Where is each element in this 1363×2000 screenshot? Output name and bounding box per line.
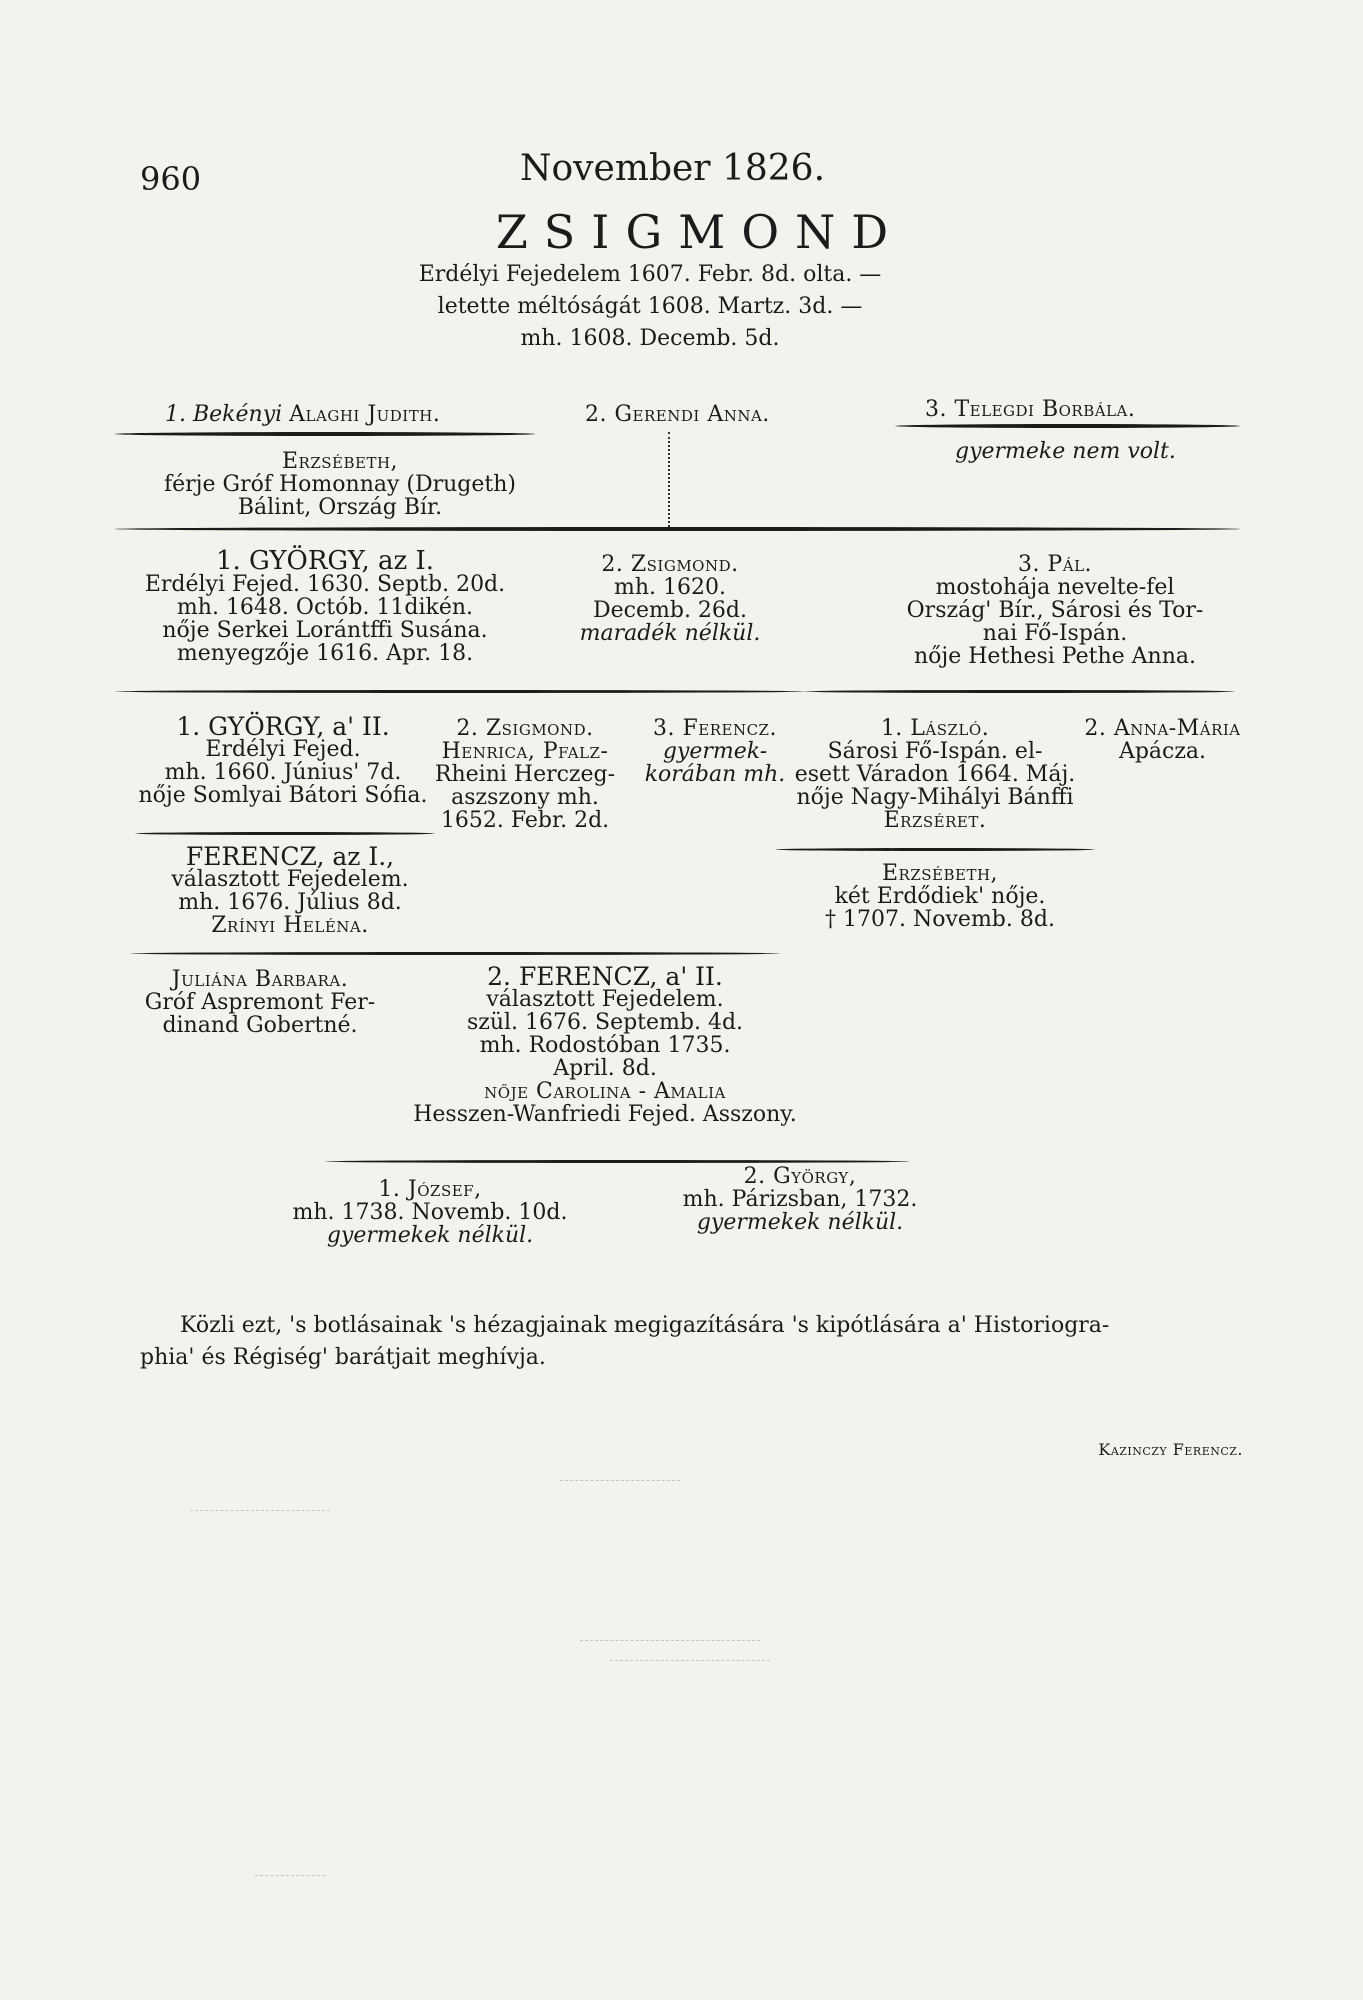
zsigmond3-name: 2. Zsigmond.: [456, 716, 594, 741]
rule-gen5: [325, 1160, 910, 1163]
pal-l2: mostohája nevelte-fel: [935, 575, 1175, 600]
ferencz3-name: 3. Ferencz.: [653, 716, 777, 741]
wife-1-name: Alaghi Judith.: [289, 402, 441, 427]
gen2-zsigmond: [560, 553, 780, 645]
wife-2: 2. Gerendi Anna.: [585, 402, 770, 427]
gyorgy2-name: 1. GYÖRGY, a' II.: [176, 712, 390, 741]
wife-1: [165, 403, 525, 426]
jozsef-l3: gyermekek nélkül.: [326, 1223, 534, 1248]
erzsebeth-homonnay: Erzsébeth,: [281, 449, 399, 474]
rule-erzsebeth: [775, 848, 1095, 851]
wife1-children: [140, 450, 540, 519]
pal-name: 3. Pál.: [1017, 552, 1093, 577]
rule-gen4: [130, 952, 780, 955]
gyorgy1-l5: menyegzője 1616. Apr. 18.: [176, 641, 474, 666]
wife-1-origin: 1. Bekényi: [165, 402, 283, 427]
anna-maria-l2: Apácza.: [1118, 739, 1207, 764]
ferencz3-l2: gyermek-: [662, 739, 768, 764]
title-line-2: letette méltóságát 1608. Martz. 3d. —: [437, 294, 863, 319]
gyorgy1-l4: nője Serkei Lorántffi Susána.: [162, 618, 488, 643]
homonnay-line: férje Gróf Homonnay (Drugeth): [164, 472, 516, 497]
juliana-l3: dinand Gobertné.: [162, 1013, 358, 1038]
gyorgy5-l2: mh. Párizsban, 1732.: [682, 1187, 918, 1212]
zsigmond3-l3: Rheini Herczeg-: [434, 762, 616, 787]
gen5-jozsef: [270, 1178, 590, 1247]
gen3-ferencz: [630, 717, 800, 786]
ferencz2-l5: April. 8d.: [553, 1056, 657, 1081]
gen3-erzsebeth: [800, 862, 1080, 931]
gen2-pal: [875, 553, 1235, 668]
ferencz2-l2: választott Fejedelem.: [486, 987, 724, 1012]
gen3-zsigmond: [420, 717, 630, 832]
ferencz2-l4: mh. Rodostóban 1735.: [479, 1033, 731, 1058]
signature: Kazinczy Ferencz.: [1098, 1440, 1243, 1459]
erzsebeth-name: Erzsébeth,: [881, 861, 999, 886]
erzsebeth-l3: † 1707. Novemb. 8d.: [825, 907, 1055, 932]
rule-wife3: [895, 424, 1240, 428]
zsigmond2-l2: mh. 1620.: [614, 575, 726, 600]
issue-date: November 1826.: [520, 148, 826, 189]
title-line-1: Erdélyi Fejedelem 1607. Febr. 8d. olta. —: [418, 262, 882, 287]
zsigmond2-l3: Decemb. 26d.: [593, 598, 747, 623]
jozsef-l2: mh. 1738. Novemb. 10d.: [292, 1200, 568, 1225]
laszlo-l3: esett Váradon 1664. Máj.: [794, 762, 1076, 787]
laszlo-l2: Sárosi Fő-Ispán. el-: [827, 739, 1043, 764]
gen3-gyorgy2: [118, 712, 448, 808]
zsigmond2-l4: maradék nélkül.: [579, 621, 761, 646]
scan-noise-5: [255, 1875, 325, 1876]
footer-text-line-1: Közli ezt, 's botlásainak 's hézagjainak megigazítására 's kipótlására a' Historiogra-: [180, 1313, 1110, 1338]
wife-3: 3. Telegdi Borbála.: [925, 397, 1136, 422]
laszlo-name: 1. László.: [880, 716, 990, 741]
ferencz3-l3: korában mh.: [644, 762, 786, 787]
gen4-ferencz2: [380, 962, 830, 1127]
juliana-l2: Gróf Aspremont Fer-: [144, 990, 376, 1015]
ferencz1-l3: mh. 1676. Július 8d.: [178, 890, 402, 915]
main-title: ZSIGMOND: [495, 205, 905, 259]
gyorgy5-name: 2. György,: [743, 1164, 857, 1189]
gyorgy2-l3: mh. 1660. Június' 7d.: [164, 760, 402, 785]
juliana-name: Juliána Barbara.: [171, 967, 349, 992]
gyorgy2-l2: Erdélyi Fejed.: [205, 737, 361, 762]
ferencz1-l4: Zrínyi Heléna.: [211, 913, 369, 938]
gen2-gyorgy1: [120, 546, 530, 666]
gen3-laszlo: [780, 717, 1090, 832]
ferencz1-name: FERENCZ, az I.,: [185, 842, 395, 871]
page-number: 960: [140, 160, 202, 198]
jozsef-name: 1. József,: [378, 1177, 482, 1202]
rule-wife1: [115, 432, 535, 436]
zsigmond3-l4: aszszony mh.: [451, 785, 599, 810]
anna-maria-name: 2. Anna-Mária: [1084, 716, 1241, 741]
zsigmond3-l2: Henrica, Pfalz-: [441, 739, 609, 764]
rule-ferencz1: [135, 832, 435, 835]
laszlo-l5: Erzséret.: [883, 808, 987, 833]
ferencz1-l2: választott Fejedelem.: [171, 867, 409, 892]
gyorgy5-l3: gyermekek nélkül.: [696, 1210, 904, 1235]
gen3-ferencz1: [140, 842, 440, 938]
scan-noise-2: [560, 1480, 680, 1481]
erzsebeth-l2: két Erdődiek' nője.: [834, 884, 1046, 909]
scan-noise-3: [580, 1640, 760, 1641]
footer-text-line-2: phia' és Régiség' barátjait meghívja.: [140, 1345, 546, 1370]
wife3-note: gyermeke nem volt.: [955, 439, 1176, 464]
scan-noise-4: [610, 1660, 770, 1661]
ferencz2-l7: Hesszen-Wanfriedi Fejed. Asszony.: [413, 1102, 797, 1127]
zsigmond2-name: 2. Zsigmond.: [601, 552, 739, 577]
rule-gen3-right: [805, 690, 1235, 693]
rule-gen2: [115, 527, 1240, 531]
gen5-gyorgy: [650, 1165, 950, 1234]
ferencz2-l6: nője Carolina - Amalia: [484, 1079, 726, 1104]
pal-l4: nai Fő-Ispán.: [982, 621, 1128, 646]
ferencz2-name: 2. FERENCZ, a' II.: [487, 962, 723, 991]
zsigmond3-l5: 1652. Febr. 2d.: [440, 808, 610, 833]
gyorgy2-l4: nője Somlyai Bátori Sófia.: [138, 783, 428, 808]
dotted-connector: [668, 432, 670, 527]
gyorgy1-name: 1. GYÖRGY, az I.: [215, 546, 435, 576]
pal-l5: nője Hethesi Pethe Anna.: [914, 644, 1196, 669]
rule-gen3-left: [115, 690, 805, 693]
title-line-3: mh. 1608. Decemb. 5d.: [520, 326, 780, 351]
orszag-bir-line: Bálint, Ország Bír.: [237, 495, 443, 520]
scan-noise-1: [190, 1510, 330, 1511]
ferencz2-l3: szül. 1676. Septemb. 4d.: [466, 1010, 744, 1035]
gyorgy1-l3: mh. 1648. Octób. 11dikén.: [176, 595, 474, 620]
laszlo-l4: nője Nagy-Mihályi Bánffi: [796, 785, 1074, 810]
gen4-juliana: [125, 968, 395, 1037]
pal-l3: Ország' Bír., Sárosi és Tor-: [906, 598, 1204, 623]
gen3-anna-maria: [1070, 717, 1255, 763]
gyorgy1-l2: Erdélyi Fejed. 1630. Septb. 20d.: [144, 572, 506, 597]
